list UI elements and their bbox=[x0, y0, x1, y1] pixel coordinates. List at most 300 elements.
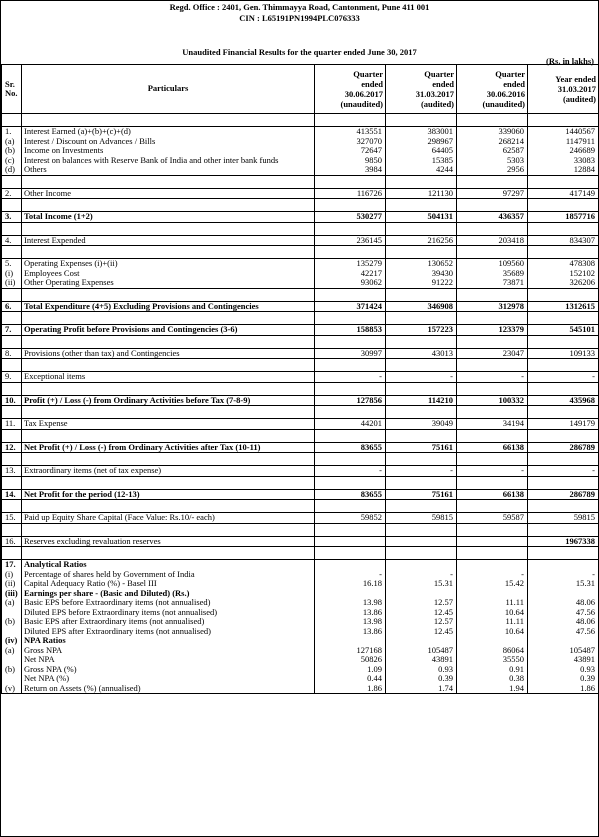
row-number: (iv) bbox=[2, 636, 22, 646]
table-row bbox=[2, 536, 599, 547]
row-particulars: Operating Expenses (i)+(ii) bbox=[22, 259, 315, 269]
table-row bbox=[2, 395, 599, 406]
row-value-col3: 10.64 bbox=[457, 608, 528, 618]
row-value-col3: 86064 bbox=[457, 646, 528, 656]
row-value-col2: 15.31 bbox=[386, 579, 457, 589]
row-value-col4: 149179 bbox=[528, 419, 599, 430]
row-value-col1: 1.09 bbox=[315, 665, 386, 675]
table-row bbox=[2, 188, 599, 199]
row-value-col4: 43891 bbox=[528, 655, 599, 665]
row-number: (d) bbox=[2, 165, 22, 175]
spacer-cell bbox=[457, 222, 528, 235]
row-value-col1: 0.44 bbox=[315, 674, 386, 684]
spacer-cell bbox=[386, 114, 457, 127]
row-number: (ii) bbox=[2, 579, 22, 589]
row-value-col4: 478308 bbox=[528, 259, 599, 269]
spacer-cell bbox=[528, 114, 599, 127]
spacer-cell bbox=[386, 523, 457, 536]
header-particulars-label: Particulars bbox=[147, 83, 189, 94]
spacer-cell bbox=[528, 547, 599, 560]
spacer-cell bbox=[528, 406, 599, 419]
spacer-cell bbox=[528, 335, 599, 348]
spacer-cell bbox=[2, 222, 22, 235]
table-row bbox=[2, 579, 599, 589]
row-number: (a) bbox=[2, 137, 22, 147]
spacer-cell bbox=[22, 359, 315, 372]
row-value-col3 bbox=[457, 589, 528, 599]
row-value-col2: 0.39 bbox=[386, 674, 457, 684]
table-row bbox=[2, 655, 599, 665]
spacer-cell bbox=[2, 312, 22, 325]
row-particulars: Analytical Ratios bbox=[22, 560, 315, 570]
row-number: (iii) bbox=[2, 589, 22, 599]
row-number: 7. bbox=[2, 325, 22, 336]
spacer-cell bbox=[457, 476, 528, 489]
row-value-col2: 383001 bbox=[386, 127, 457, 137]
row-value-col2: 1.74 bbox=[386, 684, 457, 694]
row-value-col1: 72647 bbox=[315, 146, 386, 156]
row-value-col2 bbox=[386, 589, 457, 599]
row-value-col2: 121130 bbox=[386, 188, 457, 199]
row-number: (ii) bbox=[2, 278, 22, 288]
spacer-cell bbox=[386, 175, 457, 188]
row-value-col1 bbox=[315, 536, 386, 547]
spacer-cell bbox=[528, 288, 599, 301]
spacer-cell bbox=[386, 335, 457, 348]
row-value-col2: 39049 bbox=[386, 419, 457, 430]
row-value-col3: 73871 bbox=[457, 278, 528, 288]
table-row bbox=[2, 636, 599, 646]
spacer-cell bbox=[22, 453, 315, 466]
table-row bbox=[2, 146, 599, 156]
row-value-col1: 83655 bbox=[315, 442, 386, 453]
row-number: 14. bbox=[2, 489, 22, 500]
row-value-col3: 0.91 bbox=[457, 665, 528, 675]
row-value-col2: 130652 bbox=[386, 259, 457, 269]
row-value-col3: 436357 bbox=[457, 212, 528, 223]
row-value-col4: 15.31 bbox=[528, 579, 599, 589]
row-value-col1: 13.98 bbox=[315, 598, 386, 608]
table-row bbox=[2, 627, 599, 637]
spacer-cell bbox=[2, 476, 22, 489]
row-value-col1: 158853 bbox=[315, 325, 386, 336]
row-value-col2: 114210 bbox=[386, 395, 457, 406]
row-value-col1: - bbox=[315, 466, 386, 477]
header-c2-line1: Quarter bbox=[424, 69, 454, 79]
row-particulars: Basic EPS after Extraordinary items (not annualised) bbox=[22, 617, 315, 627]
row-value-col4: 286789 bbox=[528, 489, 599, 500]
spacer-cell bbox=[457, 312, 528, 325]
row-spacer bbox=[2, 406, 599, 419]
row-value-col2: 43013 bbox=[386, 348, 457, 359]
row-value-col1 bbox=[315, 589, 386, 599]
row-value-col1: 1.86 bbox=[315, 684, 386, 694]
row-value-col2: 12.57 bbox=[386, 598, 457, 608]
row-value-col2: 157223 bbox=[386, 325, 457, 336]
row-spacer bbox=[2, 382, 599, 395]
header-c4-line1: Year ended bbox=[555, 74, 596, 84]
spacer-cell bbox=[315, 382, 386, 395]
row-particulars: Gross NPA (%) bbox=[22, 665, 315, 675]
row-value-col2 bbox=[386, 536, 457, 547]
row-value-col2 bbox=[386, 636, 457, 646]
spacer-cell bbox=[2, 114, 22, 127]
row-number: (b) bbox=[2, 146, 22, 156]
spacer-cell bbox=[2, 359, 22, 372]
row-spacer bbox=[2, 175, 599, 188]
spacer-cell bbox=[315, 288, 386, 301]
row-particulars: Others bbox=[22, 165, 315, 175]
row-number: (b) bbox=[2, 665, 22, 675]
row-value-col3: 203418 bbox=[457, 235, 528, 246]
row-value-col4: 417149 bbox=[528, 188, 599, 199]
row-value-col1 bbox=[315, 636, 386, 646]
row-value-col2: 59815 bbox=[386, 513, 457, 524]
spacer-cell bbox=[386, 222, 457, 235]
row-value-col4: 47.56 bbox=[528, 608, 599, 618]
row-value-col4: - bbox=[528, 570, 599, 580]
spacer-cell bbox=[22, 312, 315, 325]
row-value-col1: 3984 bbox=[315, 165, 386, 175]
row-value-col3: 339060 bbox=[457, 127, 528, 137]
row-spacer bbox=[2, 500, 599, 513]
spacer-cell bbox=[2, 288, 22, 301]
row-value-col4: 1440567 bbox=[528, 127, 599, 137]
row-value-col3: 35689 bbox=[457, 269, 528, 279]
document-title: Unaudited Financial Results for the quarter ended June 30, 2017 bbox=[182, 47, 417, 57]
row-particulars: Other Income bbox=[22, 188, 315, 199]
spacer-cell bbox=[22, 288, 315, 301]
row-particulars: Net Profit (+) / Loss (-) from Ordinary Activities after Tax (10-11) bbox=[22, 442, 315, 453]
spacer-cell bbox=[457, 288, 528, 301]
row-number: 8. bbox=[2, 348, 22, 359]
row-spacer bbox=[2, 114, 599, 127]
row-value-col1: 13.86 bbox=[315, 608, 386, 618]
header-c4-line3: (audited) bbox=[562, 94, 596, 104]
row-value-col4: - bbox=[528, 466, 599, 477]
header-quarter-30-06-2017 bbox=[315, 65, 386, 114]
row-particulars: Interest on balances with Reserve Bank of India and other inter bank funds bbox=[22, 156, 315, 166]
row-number bbox=[2, 608, 22, 618]
row-value-col2 bbox=[386, 560, 457, 570]
row-particulars: Net NPA bbox=[22, 655, 315, 665]
row-value-col4: 545101 bbox=[528, 325, 599, 336]
row-value-col2: 75161 bbox=[386, 442, 457, 453]
row-value-col1: 16.18 bbox=[315, 579, 386, 589]
row-value-col1: - bbox=[315, 570, 386, 580]
table-row bbox=[2, 665, 599, 675]
row-value-col4: 1967338 bbox=[528, 536, 599, 547]
spacer-cell bbox=[22, 246, 315, 259]
table-row bbox=[2, 466, 599, 477]
row-value-col3: 123379 bbox=[457, 325, 528, 336]
row-number: (v) bbox=[2, 684, 22, 694]
spacer-cell bbox=[528, 476, 599, 489]
table-row bbox=[2, 617, 599, 627]
spacer-cell bbox=[528, 453, 599, 466]
row-number: 16. bbox=[2, 536, 22, 547]
row-value-col4: 1857716 bbox=[528, 212, 599, 223]
spacer-cell bbox=[315, 359, 386, 372]
spacer-cell bbox=[457, 429, 528, 442]
spacer-cell bbox=[315, 312, 386, 325]
spacer-cell bbox=[457, 453, 528, 466]
row-value-col1: 83655 bbox=[315, 489, 386, 500]
row-particulars: Total Expenditure (4+5) Excluding Provisions and Contingencies bbox=[22, 301, 315, 312]
row-value-col2: 64405 bbox=[386, 146, 457, 156]
row-value-col2: - bbox=[386, 570, 457, 580]
row-value-col3: - bbox=[457, 570, 528, 580]
spacer-cell bbox=[386, 500, 457, 513]
row-value-col2: 43891 bbox=[386, 655, 457, 665]
spacer-cell bbox=[2, 500, 22, 513]
row-value-col2: 504131 bbox=[386, 212, 457, 223]
spacer-cell bbox=[457, 114, 528, 127]
spacer-cell bbox=[22, 114, 315, 127]
header-sr-no bbox=[2, 65, 22, 114]
row-value-col3: 2956 bbox=[457, 165, 528, 175]
spacer-cell bbox=[2, 175, 22, 188]
row-spacer bbox=[2, 288, 599, 301]
row-value-col2: 39430 bbox=[386, 269, 457, 279]
row-value-col4 bbox=[528, 589, 599, 599]
header-c2-line4: (audited) bbox=[420, 99, 454, 109]
row-number: 2. bbox=[2, 188, 22, 199]
spacer-cell bbox=[315, 335, 386, 348]
row-value-col3: 109560 bbox=[457, 259, 528, 269]
row-value-col3 bbox=[457, 536, 528, 547]
spacer-cell bbox=[457, 175, 528, 188]
row-particulars: Reserves excluding revaluation reserves bbox=[22, 536, 315, 547]
spacer-cell bbox=[457, 406, 528, 419]
spacer-cell bbox=[2, 523, 22, 536]
row-value-col2: 298967 bbox=[386, 137, 457, 147]
spacer-cell bbox=[386, 429, 457, 442]
table-row bbox=[2, 513, 599, 524]
row-value-col2: 105487 bbox=[386, 646, 457, 656]
row-value-col3: - bbox=[457, 372, 528, 383]
row-value-col4: 1.86 bbox=[528, 684, 599, 694]
row-value-col4: 0.93 bbox=[528, 665, 599, 675]
row-value-col3: 100332 bbox=[457, 395, 528, 406]
row-value-col1: 50826 bbox=[315, 655, 386, 665]
row-value-col1: 13.86 bbox=[315, 627, 386, 637]
row-number: 17. bbox=[2, 560, 22, 570]
row-number bbox=[2, 655, 22, 665]
table-row bbox=[2, 646, 599, 656]
spacer-cell bbox=[2, 382, 22, 395]
spacer-cell bbox=[457, 335, 528, 348]
financial-results-body bbox=[2, 114, 599, 694]
row-value-col1: 93062 bbox=[315, 278, 386, 288]
row-spacer bbox=[2, 199, 599, 212]
row-value-col3: 35550 bbox=[457, 655, 528, 665]
table-row bbox=[2, 325, 599, 336]
spacer-cell bbox=[315, 175, 386, 188]
spacer-cell bbox=[315, 246, 386, 259]
row-particulars: Return on Assets (%) (annualised) bbox=[22, 684, 315, 694]
table-row bbox=[2, 589, 599, 599]
row-value-col4: 0.39 bbox=[528, 674, 599, 684]
spacer-cell bbox=[386, 406, 457, 419]
spacer-cell bbox=[315, 453, 386, 466]
row-value-col1: 127168 bbox=[315, 646, 386, 656]
row-value-col1: 327070 bbox=[315, 137, 386, 147]
spacer-cell bbox=[22, 476, 315, 489]
spacer-cell bbox=[386, 382, 457, 395]
row-value-col1: 116726 bbox=[315, 188, 386, 199]
row-particulars: Total Income (1+2) bbox=[22, 212, 315, 223]
row-value-col1: 530277 bbox=[315, 212, 386, 223]
row-number: 15. bbox=[2, 513, 22, 524]
row-value-col2: 15385 bbox=[386, 156, 457, 166]
row-spacer bbox=[2, 523, 599, 536]
table-row bbox=[2, 419, 599, 430]
row-particulars: Other Operating Expenses bbox=[22, 278, 315, 288]
row-spacer bbox=[2, 359, 599, 372]
spacer-cell bbox=[528, 312, 599, 325]
spacer-cell bbox=[528, 500, 599, 513]
row-value-col4: 435968 bbox=[528, 395, 599, 406]
row-value-col4: 12884 bbox=[528, 165, 599, 175]
row-particulars: Exceptional items bbox=[22, 372, 315, 383]
row-value-col4: 105487 bbox=[528, 646, 599, 656]
spacer-cell bbox=[2, 547, 22, 560]
row-value-col4 bbox=[528, 560, 599, 570]
spacer-cell bbox=[2, 429, 22, 442]
row-value-col2: 12.45 bbox=[386, 608, 457, 618]
spacer-cell bbox=[457, 199, 528, 212]
table-row bbox=[2, 598, 599, 608]
header-c3-line2: ended bbox=[503, 79, 525, 89]
spacer-cell bbox=[22, 382, 315, 395]
row-value-col4: 834307 bbox=[528, 235, 599, 246]
table-row bbox=[2, 235, 599, 246]
header-quarter-31-03-2017 bbox=[386, 65, 457, 114]
row-value-col3: 34194 bbox=[457, 419, 528, 430]
row-value-col4: 59815 bbox=[528, 513, 599, 524]
row-number: 5. bbox=[2, 259, 22, 269]
table-header-row bbox=[2, 65, 599, 114]
header-year-ended-31-03-2017 bbox=[528, 65, 599, 114]
spacer-cell bbox=[528, 359, 599, 372]
row-spacer bbox=[2, 335, 599, 348]
row-value-col1: 135279 bbox=[315, 259, 386, 269]
table-row bbox=[2, 489, 599, 500]
cin-number: CIN : L65191PN1994PLC076333 bbox=[239, 13, 360, 23]
spacer-cell bbox=[386, 476, 457, 489]
table-row bbox=[2, 684, 599, 694]
spacer-cell bbox=[315, 500, 386, 513]
row-particulars: Basic EPS before Extraordinary items (not annualised) bbox=[22, 598, 315, 608]
row-particulars: Percentage of shares held by Government of India bbox=[22, 570, 315, 580]
row-spacer bbox=[2, 476, 599, 489]
row-number: 10. bbox=[2, 395, 22, 406]
row-spacer bbox=[2, 246, 599, 259]
row-value-col2: 12.45 bbox=[386, 627, 457, 637]
table-row bbox=[2, 212, 599, 223]
row-value-col4: 33083 bbox=[528, 156, 599, 166]
currency-units-note: (Rs. in lakhs) bbox=[546, 56, 594, 66]
row-value-col4: 48.06 bbox=[528, 617, 599, 627]
header-c3-line3: 30.06.2016 bbox=[486, 89, 525, 99]
row-value-col3 bbox=[457, 560, 528, 570]
spacer-cell bbox=[2, 453, 22, 466]
row-value-col3: 0.38 bbox=[457, 674, 528, 684]
row-value-col4: 246689 bbox=[528, 146, 599, 156]
table-row bbox=[2, 301, 599, 312]
spacer-cell bbox=[2, 246, 22, 259]
row-number: (i) bbox=[2, 269, 22, 279]
table-row bbox=[2, 269, 599, 279]
row-value-col4: 326206 bbox=[528, 278, 599, 288]
table-row bbox=[2, 278, 599, 288]
spacer-cell bbox=[315, 476, 386, 489]
spacer-cell bbox=[22, 406, 315, 419]
row-number bbox=[2, 627, 22, 637]
spacer-cell bbox=[22, 523, 315, 536]
row-value-col3: 23047 bbox=[457, 348, 528, 359]
row-value-col3: 312978 bbox=[457, 301, 528, 312]
spacer-cell bbox=[315, 199, 386, 212]
spacer-cell bbox=[315, 429, 386, 442]
spacer-cell bbox=[386, 359, 457, 372]
row-number: 9. bbox=[2, 372, 22, 383]
row-value-col3: 10.64 bbox=[457, 627, 528, 637]
spacer-cell bbox=[315, 114, 386, 127]
row-value-col4: 109133 bbox=[528, 348, 599, 359]
row-value-col3: 66138 bbox=[457, 489, 528, 500]
row-value-col1: 44201 bbox=[315, 419, 386, 430]
spacer-cell bbox=[386, 288, 457, 301]
spacer-cell bbox=[457, 523, 528, 536]
spacer-cell bbox=[315, 523, 386, 536]
row-number bbox=[2, 674, 22, 684]
row-value-col4: 1312615 bbox=[528, 301, 599, 312]
row-number: (a) bbox=[2, 598, 22, 608]
row-value-col3: - bbox=[457, 466, 528, 477]
table-row bbox=[2, 570, 599, 580]
row-value-col4: 152102 bbox=[528, 269, 599, 279]
spacer-cell bbox=[315, 222, 386, 235]
row-value-col1: 236145 bbox=[315, 235, 386, 246]
spacer-cell bbox=[22, 500, 315, 513]
header-c4-line2: 31.03.2017 bbox=[557, 84, 596, 94]
spacer-cell bbox=[457, 547, 528, 560]
header-c2-line3: 31.03.2017 bbox=[415, 89, 454, 99]
row-value-col1 bbox=[315, 560, 386, 570]
row-value-col3: 11.11 bbox=[457, 617, 528, 627]
spacer-cell bbox=[528, 199, 599, 212]
table-row bbox=[2, 560, 599, 570]
header-sr-no-label: Sr. No. bbox=[5, 78, 18, 98]
spacer-cell bbox=[386, 547, 457, 560]
row-value-col3: 11.11 bbox=[457, 598, 528, 608]
row-particulars: NPA Ratios bbox=[22, 636, 315, 646]
row-number: (b) bbox=[2, 617, 22, 627]
row-value-col3: 97297 bbox=[457, 188, 528, 199]
header-c1-line3: 30.06.2017 bbox=[344, 89, 383, 99]
row-spacer bbox=[2, 312, 599, 325]
header-c1-line2: ended bbox=[361, 79, 383, 89]
row-value-col3: 1.94 bbox=[457, 684, 528, 694]
table-row bbox=[2, 608, 599, 618]
row-spacer bbox=[2, 429, 599, 442]
spacer-cell bbox=[386, 246, 457, 259]
row-value-col2: - bbox=[386, 466, 457, 477]
spacer-cell bbox=[2, 199, 22, 212]
spacer-cell bbox=[528, 429, 599, 442]
